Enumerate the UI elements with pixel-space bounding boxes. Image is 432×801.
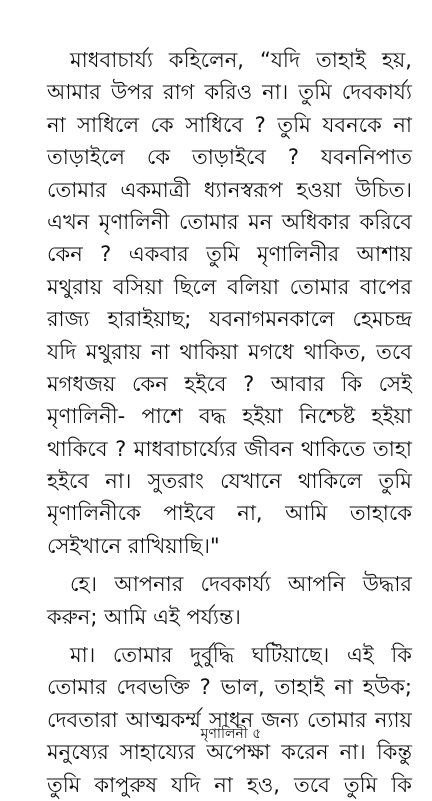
text-line: না সাধিলে কে সাধিবে ? তুমি যবনকে না [47, 112, 412, 137]
text-line: থাকিবে ? মাধবাচার্য্যের জীবন থাকিতে তাহা [47, 436, 412, 461]
text-line: তাড়াইলে কে তাড়াইবে ? যবননিপাত [47, 145, 412, 170]
text-line: মা। তোমার দুর্বুদ্ধি ঘটিয়াছে। এই কি [70, 643, 412, 668]
text-line: মাধবাচার্য্য কহিলেন, “যদি তাহাই হয়, [70, 48, 412, 72]
body-text [47, 44, 412, 801]
text-line: মৃণালিনীকে পাইবে না, আমি তাহাকে [47, 501, 412, 526]
text-line: মগধজয় কেন হইবে ? আবার কি সেই [47, 371, 412, 396]
text-line: এখন মৃণালিনী তোমার মন অধিকার করিবে [47, 209, 412, 234]
text-line: রাজ্য হারাইয়াছ; যবনাগমনকালে হেমচন্দ্র [47, 307, 412, 332]
text-line: তোমার একমাত্রী ধ্যানস্বরূপ হওয়া উচিত। [47, 177, 412, 202]
text-line: দেবতারা আত্মকর্ম্ম সাধন জন্য তোমার ন্যায় [47, 707, 412, 732]
page-footer: মৃণালিনী ৫ [200, 726, 262, 742]
text-line: করুন; আমি এই পর্য্যন্ত। [47, 604, 241, 629]
text-line: হইবে না। সুতরাং যেখানে থাকিলে তুমি [47, 469, 412, 494]
text-line: মনুষ্যের সাহায্যের অপেক্ষা করেন না। কিন্তু [47, 740, 412, 765]
text-line: কেন ? একবার তুমি মৃণালিনীর আশায় [47, 242, 412, 267]
text-line: সেইখানে রাখিয়াছি।" [47, 533, 220, 558]
text-line: আমার উপর রাগ করিও না। তুমি দেবকার্য্য [47, 80, 412, 105]
text-line: তুমি কাপুরুষ যদি না হও, তবে তুমি কি [47, 772, 412, 797]
text-line: হে। আপনার দেবকার্য্য আপনি উদ্ধার [70, 572, 412, 597]
text-line: মৃণালিনী- পাশে বদ্ধ হইয়া নিশ্চেষ্ট হইয়া [47, 404, 412, 429]
text-line: যদি মথুরায় না থাকিয়া মগধে থাকিত, তবে [47, 339, 412, 364]
text-line: তোমার দেবভক্তি ? ভাল, তাহাই না হউক; [47, 675, 412, 700]
text-line: মথুরায় বসিয়া ছিলে বলিয়া তোমার বাপের [47, 274, 412, 299]
